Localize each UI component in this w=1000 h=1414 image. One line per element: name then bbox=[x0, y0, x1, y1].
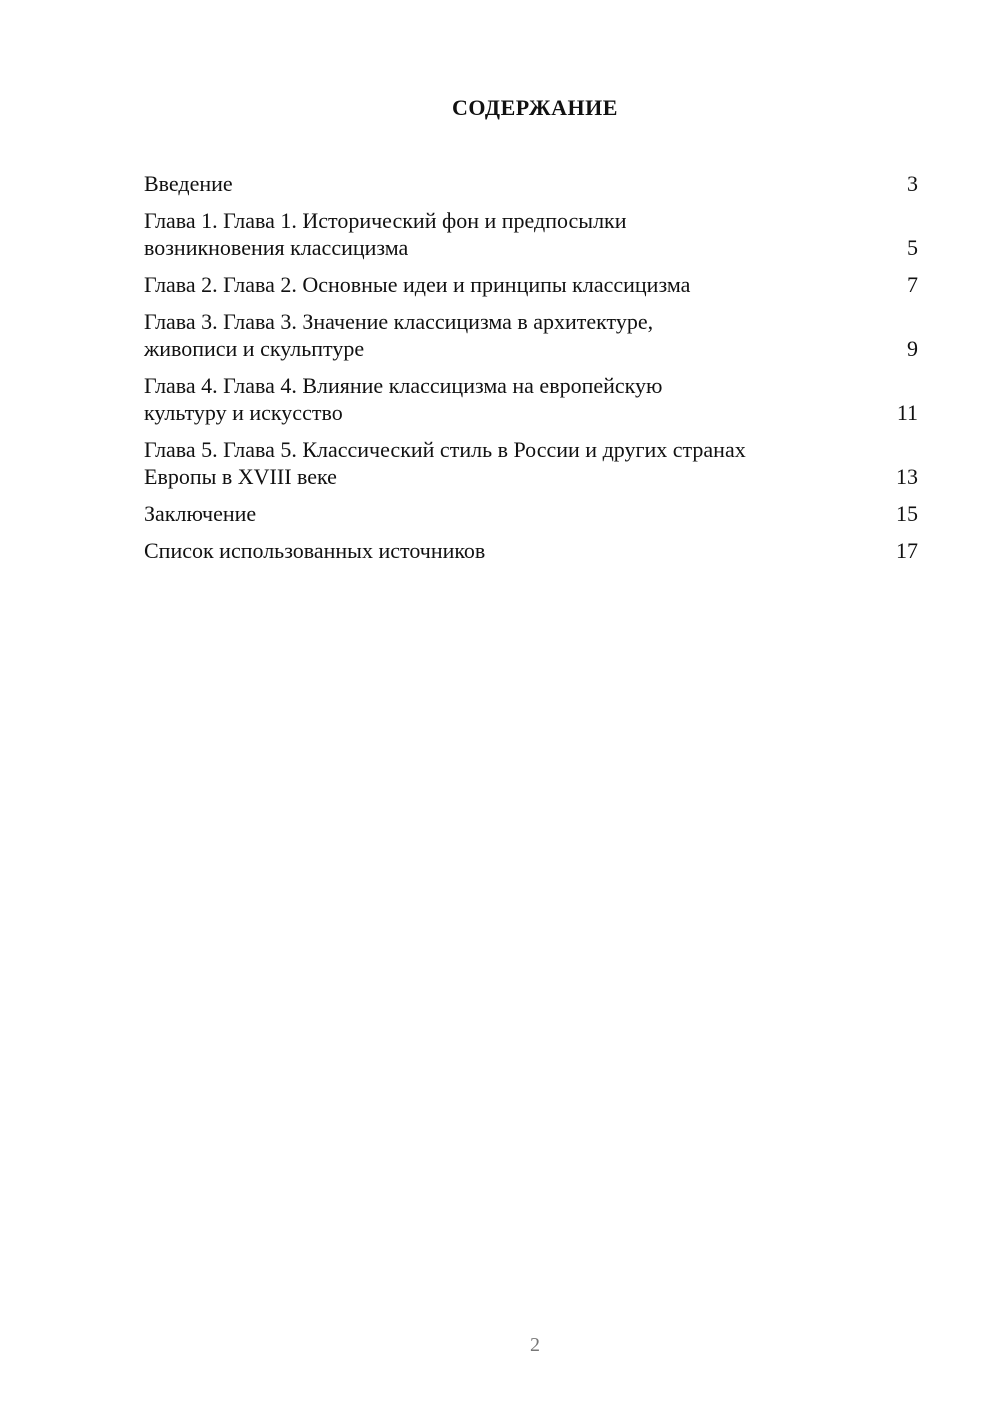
toc-entry-page: 11 bbox=[896, 400, 918, 425]
toc-entry-page: 13 bbox=[896, 464, 918, 489]
toc-entry-title: Глава 2. Глава 2. Основные идеи и принципы классицизма bbox=[144, 272, 691, 297]
toc-entry-chapter-2[interactable] bbox=[144, 271, 918, 298]
toc-entry-page: 15 bbox=[896, 501, 918, 526]
toc-entry-chapter-5[interactable] bbox=[144, 436, 918, 490]
toc-entry-chapter-1[interactable] bbox=[144, 207, 918, 261]
toc-entry-chapter-4[interactable] bbox=[144, 372, 918, 426]
toc-entry-title: Глава 1. Глава 1. Исторический фон и предпосылки возникновения классицизма bbox=[144, 208, 627, 260]
toc-entry-page: 17 bbox=[896, 538, 918, 563]
toc-entry-page: 5 bbox=[907, 235, 918, 260]
toc-entry-conclusion[interactable] bbox=[144, 500, 918, 527]
toc-entry-page: 7 bbox=[907, 272, 918, 297]
toc-entry-chapter-3[interactable] bbox=[144, 308, 918, 362]
toc-entry-title: Глава 3. Глава 3. Значение классицизма в архитектуре, живописи и скульптуре bbox=[144, 309, 654, 361]
toc-entry-title: Глава 4. Глава 4. Влияние классицизма на европейскую культуру и искусство bbox=[144, 373, 663, 425]
toc-entry-title: Список использованных источников bbox=[144, 538, 486, 563]
toc-entry-title: Заключение bbox=[144, 501, 257, 526]
toc-entry-references[interactable] bbox=[144, 537, 918, 564]
toc-entry-title: Введение bbox=[144, 171, 233, 196]
toc-entry-introduction[interactable] bbox=[144, 170, 918, 197]
page-number: 2 bbox=[530, 1334, 540, 1356]
page-title: СОДЕРЖАНИЕ bbox=[452, 95, 618, 120]
toc-entry-page: 3 bbox=[907, 171, 918, 196]
table-of-contents bbox=[144, 170, 918, 574]
toc-entry-page: 9 bbox=[907, 336, 918, 361]
toc-entry-title: Глава 5. Глава 5. Классический стиль в России и других странах Европы в XVIII веке bbox=[144, 437, 746, 489]
